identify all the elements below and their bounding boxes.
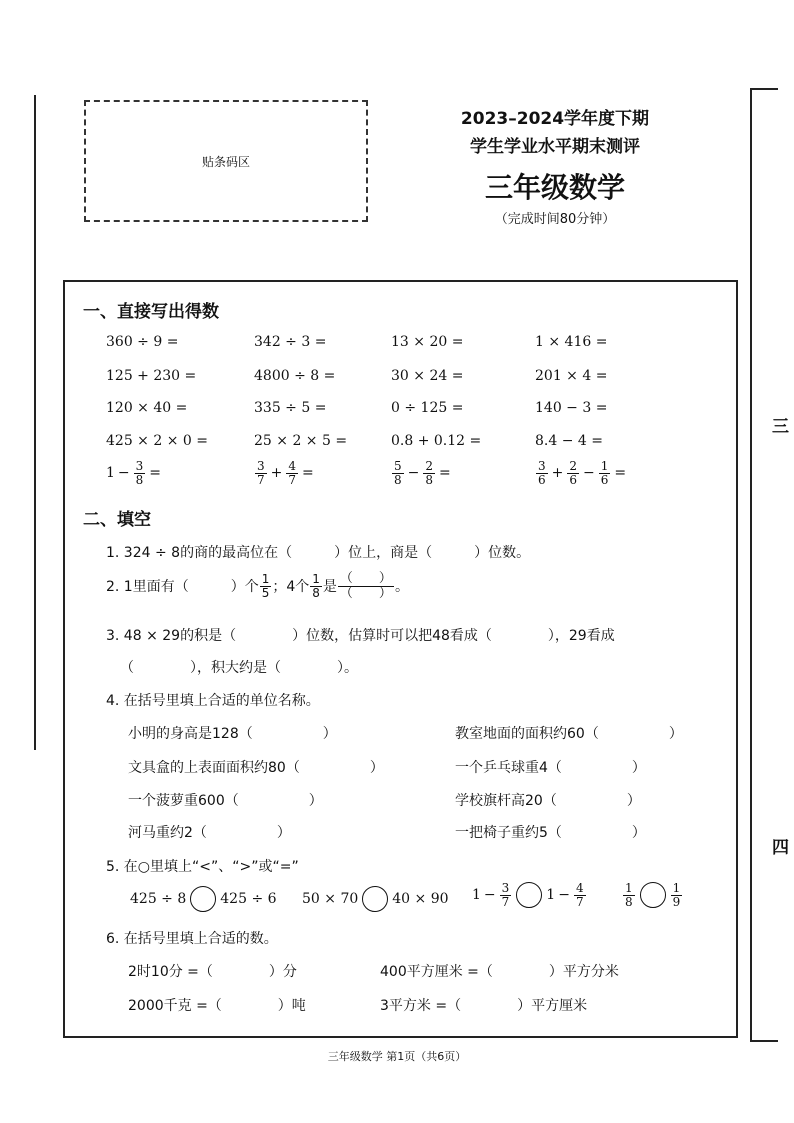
compare-item: 425 ÷ 8 425 ÷ 6 xyxy=(130,886,277,912)
compare-item: 1 8 1 9 xyxy=(625,881,681,909)
question-1: 1. 324 ÷ 8的商的最高位在（ ）位上，商是（ ）位数。 xyxy=(106,545,531,561)
compare-circle[interactable] xyxy=(640,882,666,908)
convert-item: 2时10分 =（ ）分 xyxy=(128,964,297,980)
calc-fraction-item: $\frac{5}{8}$ − $\frac{2}{8}$ = xyxy=(394,459,451,487)
calc-item: 201 × 4 = xyxy=(535,368,608,384)
question-2: 2. 1里面有（ ）个 1 5 ；4个 1 8 是 （ ） （ ） 。 xyxy=(106,571,409,601)
section-2-title: 二、填空 xyxy=(83,510,151,530)
question-6: 6. 在括号里填上合适的数。 xyxy=(106,931,278,947)
calc-item: 335 ÷ 5 = xyxy=(254,400,327,416)
barcode-label: 贴条码区 xyxy=(201,154,250,169)
exam-year: 2023–2024学年度下期 xyxy=(460,109,650,129)
compare-circle[interactable] xyxy=(190,886,216,912)
calc-fraction-item: $\frac{3}{7}$ + $\frac{4}{7}$ = xyxy=(257,459,314,487)
calc-fraction-item: $\frac{3}{6}$ + $\frac{2}{6}$ − $\frac{1}{6}$ = xyxy=(538,459,627,487)
question-3: 3. 48 × 29的积是（ ）位数，估算时可以把48看成（ ），29看成 xyxy=(106,628,615,644)
calc-item: 425 × 2 × 0 = xyxy=(106,433,208,449)
section-1-title: 一、直接写出得数 xyxy=(83,302,219,322)
calc-item: 140 − 3 = xyxy=(535,400,608,416)
unit-item: 教室地面的面积约60（ ） xyxy=(455,726,683,742)
calc-item: 30 × 24 = xyxy=(391,368,464,384)
calc-item: 125 + 230 = xyxy=(106,368,197,384)
unit-item: 小明的身高是128（ ） xyxy=(128,726,337,742)
side-section-mark-3: 三 xyxy=(772,417,789,437)
compare-item: 1 − $\frac{3}{7}$ 1 − $\frac{4}{7}$ xyxy=(472,881,584,909)
calc-fraction-item: 1 − $\frac{3}{8}$ = xyxy=(106,459,162,487)
convert-item: 2000千克 =（ ）吨 xyxy=(128,998,306,1014)
barcode-area xyxy=(84,100,368,222)
calc-item: 8.4 − 4 = xyxy=(535,433,603,449)
left-margin-line xyxy=(34,95,36,750)
compare-item: 50 × 70 40 × 90 xyxy=(302,886,449,912)
calc-item: 13 × 20 = xyxy=(391,334,464,350)
exam-name: 学生学业水平期末测评 xyxy=(470,137,640,157)
convert-item: 400平方厘米 =（ ）平方分米 xyxy=(380,964,619,980)
question-5: 5. 在○里填上“<”、“>”或“=” xyxy=(106,859,299,875)
question-3-cont: （ ），积大约是（ ）。 xyxy=(120,660,358,676)
page-footer: 三年级数学 第1页（共6页） xyxy=(327,1050,467,1063)
calc-item: 360 ÷ 9 = xyxy=(106,334,179,350)
side-section-mark-4: 四 xyxy=(772,838,789,858)
convert-item: 3平方米 =（ ）平方厘米 xyxy=(380,998,588,1014)
calc-item: 342 ÷ 3 = xyxy=(254,334,327,350)
unit-item: 学校旗杆高20（ ） xyxy=(455,793,641,809)
calc-item: 1 × 416 = xyxy=(535,334,608,350)
calc-item: 4800 ÷ 8 = xyxy=(254,368,336,384)
right-page-edge xyxy=(750,88,778,1042)
calc-item: 0 ÷ 125 = xyxy=(391,400,464,416)
unit-item: 一个菠萝重600（ ） xyxy=(128,793,323,809)
unit-item: 一个乒乓球重4（ ） xyxy=(455,760,646,776)
exam-subject: 三年级数学 xyxy=(484,171,625,204)
unit-item: 一把椅子重约5（ ） xyxy=(455,825,646,841)
calc-item: 0.8 + 0.12 = xyxy=(391,433,482,449)
compare-circle[interactable] xyxy=(362,886,388,912)
unit-item: 文具盒的上表面面积约80（ ） xyxy=(128,760,384,776)
exam-time: （完成时间80分钟） xyxy=(494,212,616,227)
unit-item: 河马重约2（ ） xyxy=(128,825,291,841)
question-4: 4. 在括号里填上合适的单位名称。 xyxy=(106,693,320,709)
calc-item: 120 × 40 = xyxy=(106,400,188,416)
compare-circle[interactable] xyxy=(516,882,542,908)
calc-item: 25 × 2 × 5 = xyxy=(254,433,348,449)
